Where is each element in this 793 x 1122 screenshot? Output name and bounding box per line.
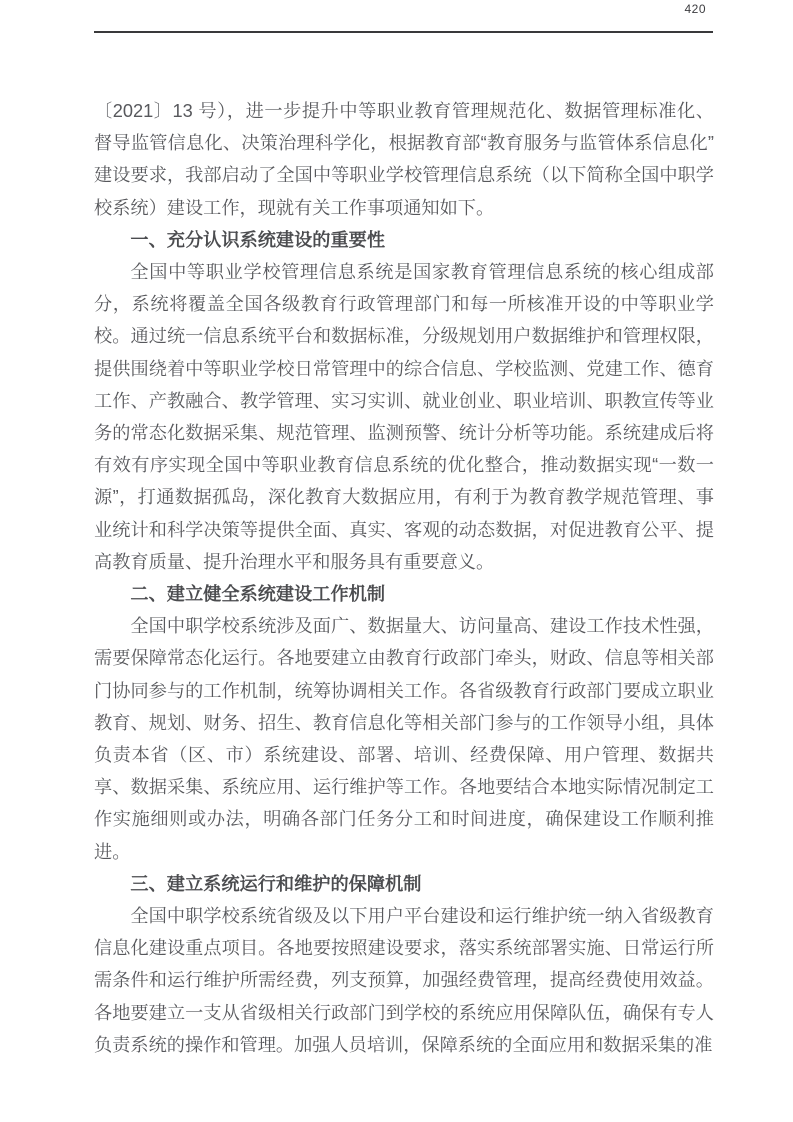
section-heading-2: 二、建立健全系统建设工作机制 <box>130 584 386 605</box>
section-1-paragraph: 全国中等职业学校管理信息系统是国家教育管理信息系统的核心组成部分，系统将覆盖全国各级教育行政管理部门和每一所核准开设的中等职业学校。通过统一信息系统平台和数据标准，分级规划用户数据维护和管理权限，提供围绕着中等职业学校日常管理中的综合信息、学校监测、党建工作、德育工作、产教融合、教学管理、实习实训、就业创业、职业培训、职教宣传等业务的常态化数据采集、规范管理、监测预警、统计分析等功能。系统建成后将有效有序实现全国中等职业教育信息系统的优化整合，推动数据实现“一数一源”，打通数据孤岛，深化教育大数据应用，有利于为教育教学规范管理、事业统计和科学决策等提供全面、真实、客观的动态数据，对促进教育公平、提高教育质量、提升治理水平和服务具有重要意义。 <box>94 262 714 572</box>
section-heading-3: 三、建立系统运行和维护的保障机制 <box>130 873 422 894</box>
paragraph-continuation: 〔2021〕13 号），进一步提升中等职业教育管理规范化、数据管理标准化、督导监管信息化、决策治理科学化，根据教育部“教育服务与监管体系信息化”建设要求，我部启动了全国中等职业学校管理信息系统（以下简称全国中职学校系统）建设工作，现就有关工作事项通知如下。 <box>94 101 714 218</box>
section-heading-1: 一、充分认识系统建设的重要性 <box>130 229 386 250</box>
page-number: 420 <box>684 2 706 16</box>
section-3-paragraph: 全国中职学校系统省级及以下用户平台建设和运行维护统一纳入省级教育信息化建设重点项目。各地要按照建设要求，落实系统部署实施、日常运行所需条件和运行维护所需经费，列支预算，加强经费管理，提高经费使用效益。各地要建立一支从省级相关行政部门到学校的系统应用保障队伍，确保有专人负责系统的操作和管理。加强人员培训，保障系统的全面应用和数据采集的准 <box>94 906 714 1055</box>
document-content <box>94 95 714 1061</box>
header-rule <box>94 31 713 33</box>
section-2-paragraph: 全国中职学校系统涉及面广、数据量大、访问量高、建设工作技术性强，需要保障常态化运行。各地要建立由教育行政部门牵头，财政、信息等相关部门协同参与的工作机制，统筹协调相关工作。各省级教育行政部门要成立职业教育、规划、财务、招生、教育信息化等相关部门参与的工作领导小组，具体负责本省（区、市）系统建设、部署、培训、经费保障、用户管理、数据共享、数据采集、系统应用、运行维护等工作。各地要结合本地实际情况制定工作实施细则或办法，明确各部门任务分工和时间进度，确保建设工作顺利推进。 <box>94 616 714 862</box>
